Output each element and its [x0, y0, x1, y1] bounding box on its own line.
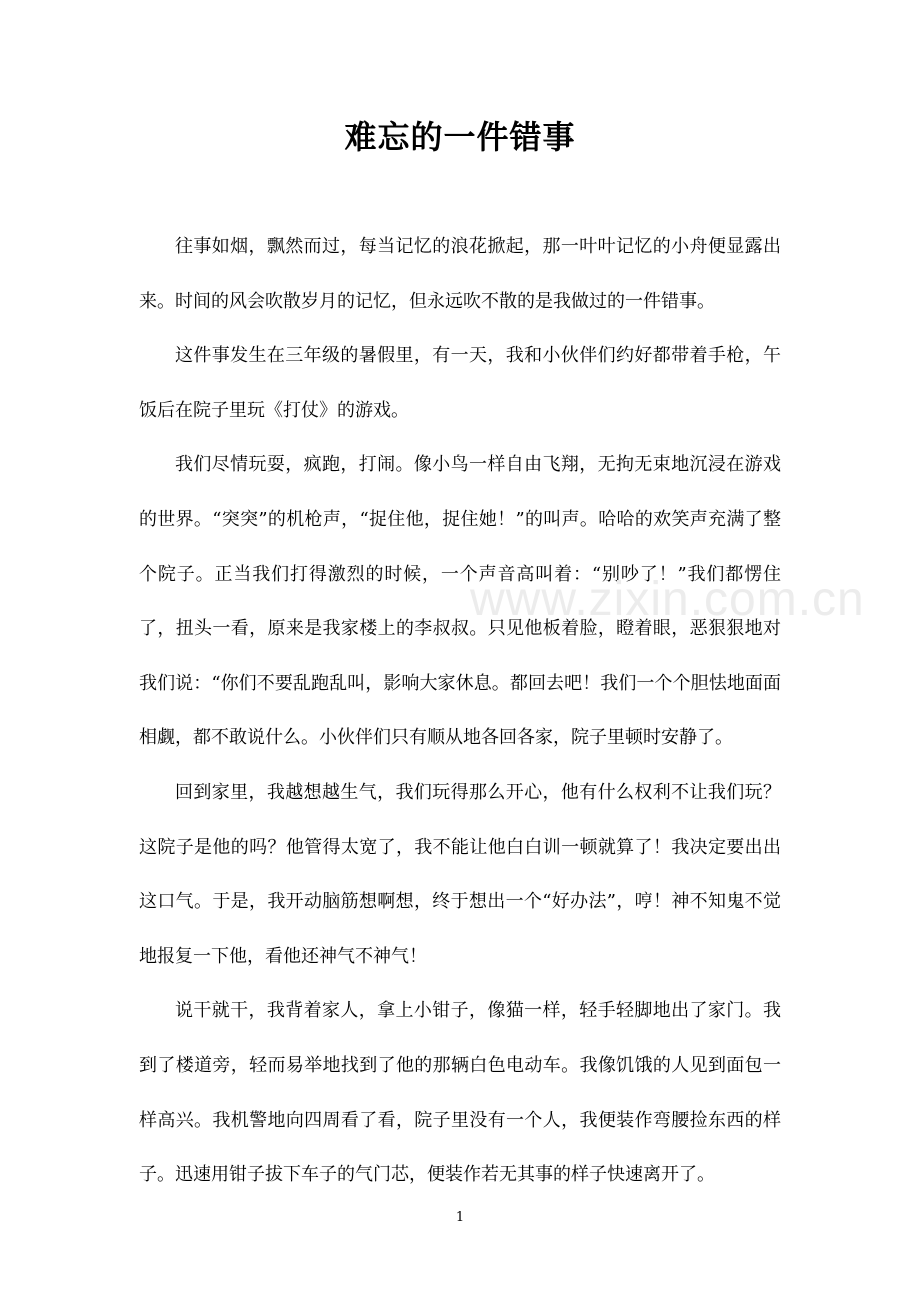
- paragraph: 我们尽情玩耍，疯跑，打闹。像小鸟一样自由飞翔，无拘无束地沉浸在游戏的世界。“突突”的机枪声，“捉住他，捉住她！”的叫声。哈哈的欢笑声充满了整个院子。正当我们打得激烈的时候，一个声音高叫着：“别吵了！”我们都愣住了，扭头一看，原来是我家楼上的李叔叔。只见他板着脸，瞪着眼，恶狠狠地对我们说：“你们不要乱跑乱叫，影响大家休息。都回去吧！我们一个个胆怯地面面相觑，都不敢说什么。小伙伴们只有顺从地各回各家，院子里顿时安静了。: [139, 454, 781, 749]
- watermark: www.zixin.com.cn: [470, 573, 865, 626]
- document-body: [139, 220, 781, 1203]
- paragraph: 这件事发生在三年级的暑假里，有一天，我和小伙伴们约好都带着手枪，午饭后在院子里玩《打仗》的游戏。: [139, 345, 781, 421]
- paragraph: 回到家里，我越想越生气，我们玩得那么开心，他有什么权利不让我们玩？这院子是他的吗？他管得太宽了，我不能让他白白训一顿就算了！我决定要出出这口气。于是，我开动脑筋想啊想，终于想出一个“好办法”，哼！神不知鬼不觉地报复一下他，看他还神气不神气！: [139, 781, 781, 967]
- paragraph: 往事如烟，飘然而过，每当记忆的浪花掀起，那一叶叶记忆的小舟便显露出来。时间的风会吹散岁月的记忆，但永远吹不散的是我做过的一件错事。: [139, 236, 781, 312]
- paragraph: 说干就干，我背着家人，拿上小钳子，像猫一样，轻手轻脚地出了家门。我到了楼道旁，轻而易举地找到了他的那辆白色电动车。我像饥饿的人见到面包一样高兴。我机警地向四周看了看，院子里没有一个人，我便装作弯腰捡东西的样子。迅速用钳子拔下车子的气门芯，便装作若无其事的样子快速离开了。: [139, 1000, 781, 1186]
- page-number: 1: [455, 1210, 465, 1225]
- document-title: 难忘的一件错事: [344, 118, 576, 156]
